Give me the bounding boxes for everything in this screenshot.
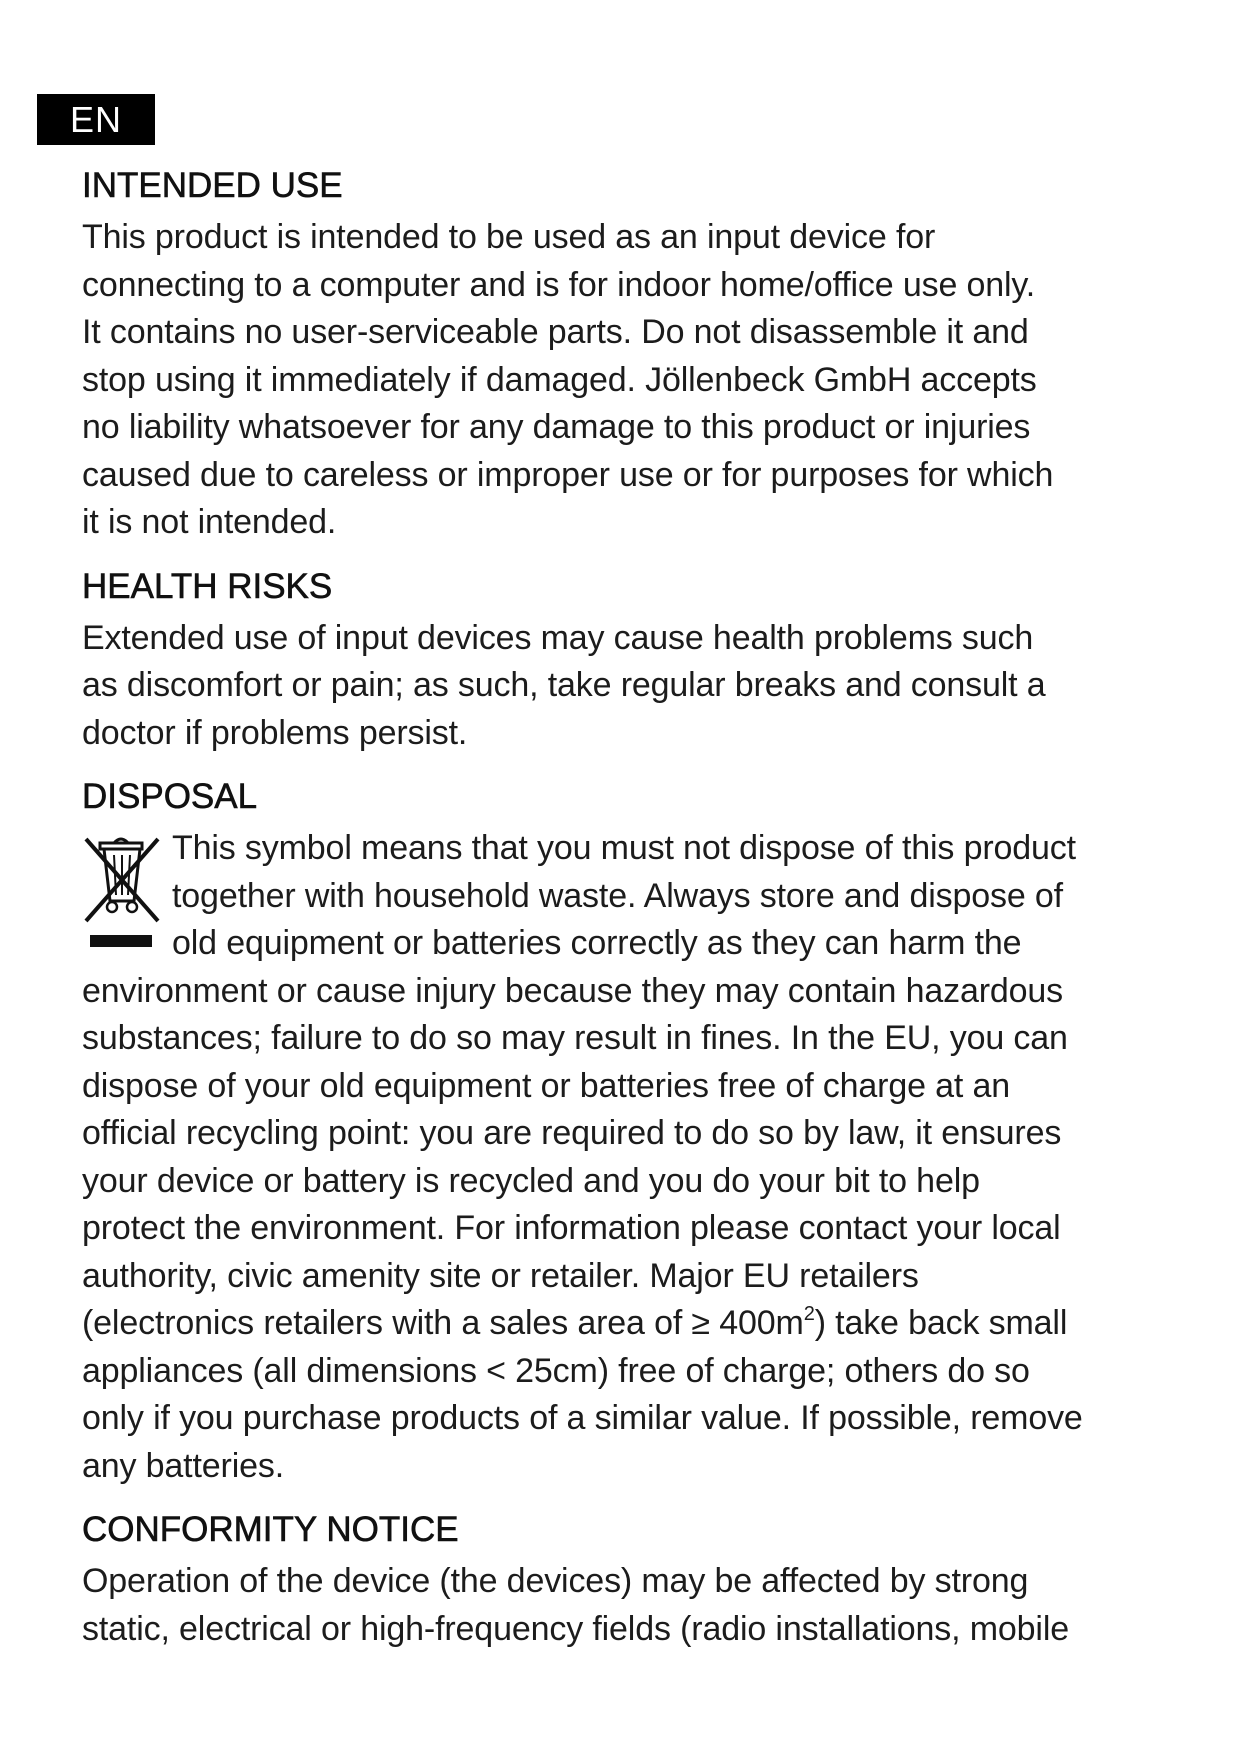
sales-area-text-after: ) take back small bbox=[814, 1304, 1068, 1342]
disposal-line: This symbol means that you must not dispose of this product bbox=[172, 829, 1076, 867]
health-risks-line: as discomfort or pain; as such, take regular breaks and consult a bbox=[82, 666, 1046, 704]
intended-use-text bbox=[82, 214, 1192, 547]
disposal-line: your device or battery is recycled and you do your bit to help bbox=[82, 1161, 980, 1200]
disposal-line: substances; failure to do so may result in fines. In the EU, you can bbox=[82, 1019, 1068, 1057]
conformity-notice-line: Operation of the device (the devices) may be affected by strong bbox=[82, 1562, 1029, 1600]
disposal-heading: DISPOSAL bbox=[82, 777, 258, 816]
disposal-text bbox=[82, 968, 1192, 1491]
square-meter-superscript: 2 bbox=[803, 1302, 815, 1325]
disposal-line: environment or cause injury because they may contain hazardous bbox=[82, 971, 1064, 1010]
disposal-line: appliances (all dimensions < 25cm) free of charge; others do so bbox=[82, 1351, 1030, 1390]
conformity-notice-heading: CONFORMITY NOTICE bbox=[82, 1510, 459, 1549]
disposal-indented-text bbox=[82, 825, 1192, 968]
sales-area-text-before: (electronics retailers with a sales area of ≥ 400m bbox=[82, 1304, 804, 1342]
section-disposal bbox=[82, 773, 1192, 1490]
disposal-line: only if you purchase products of a similar value. If possible, remove bbox=[82, 1399, 1083, 1437]
intended-use-line: connecting to a computer and is for indoor home/office use only. bbox=[82, 265, 1036, 304]
intended-use-line: stop using it immediately if damaged. Jöllenbeck GmbH accepts bbox=[82, 360, 1037, 399]
health-risks-line: Extended use of input devices may cause health problems such bbox=[82, 618, 1034, 657]
disposal-line: authority, civic amenity site or retailer. Major EU retailers bbox=[82, 1256, 919, 1295]
intended-use-line: This product is intended to be used as an input device for bbox=[82, 218, 936, 256]
weee-crossed-bin-icon bbox=[82, 831, 162, 953]
disposal-symbol-row bbox=[82, 825, 1192, 968]
intended-use-heading: INTENDED USE bbox=[82, 166, 343, 205]
disposal-line: old equipment or batteries correctly as they can harm the bbox=[172, 924, 1022, 962]
disposal-line: any batteries. bbox=[82, 1446, 285, 1485]
disposal-line: official recycling point: you are required to do so by law, it ensures bbox=[82, 1114, 1062, 1152]
section-health-risks bbox=[82, 563, 1192, 758]
intended-use-line: no liability whatsoever for any damage to this product or injuries bbox=[82, 408, 1031, 446]
section-intended-use bbox=[82, 162, 1192, 547]
conformity-notice-line: static, electrical or high-frequency fields (radio installations, mobile bbox=[82, 1609, 1069, 1648]
health-risks-text bbox=[82, 615, 1192, 758]
section-conformity-notice bbox=[82, 1506, 1192, 1653]
language-tab: EN bbox=[37, 94, 155, 145]
disposal-line: together with household waste. Always store and dispose of bbox=[172, 876, 1063, 915]
page-content bbox=[82, 162, 1192, 1669]
disposal-sales-area-line bbox=[82, 1300, 1192, 1348]
conformity-notice-text bbox=[82, 1558, 1192, 1653]
health-risks-line: doctor if problems persist. bbox=[82, 713, 468, 752]
intended-use-line: caused due to careless or improper use or for purposes for which bbox=[82, 455, 1054, 494]
intended-use-line: It contains no user-serviceable parts. Do not disassemble it and bbox=[82, 313, 1029, 351]
health-risks-heading: HEALTH RISKS bbox=[82, 566, 333, 606]
intended-use-line: it is not intended. bbox=[82, 503, 337, 541]
disposal-line: dispose of your old equipment or batteries free of charge at an bbox=[82, 1066, 1011, 1105]
disposal-line: protect the environment. For information please contact your local bbox=[82, 1209, 1061, 1247]
